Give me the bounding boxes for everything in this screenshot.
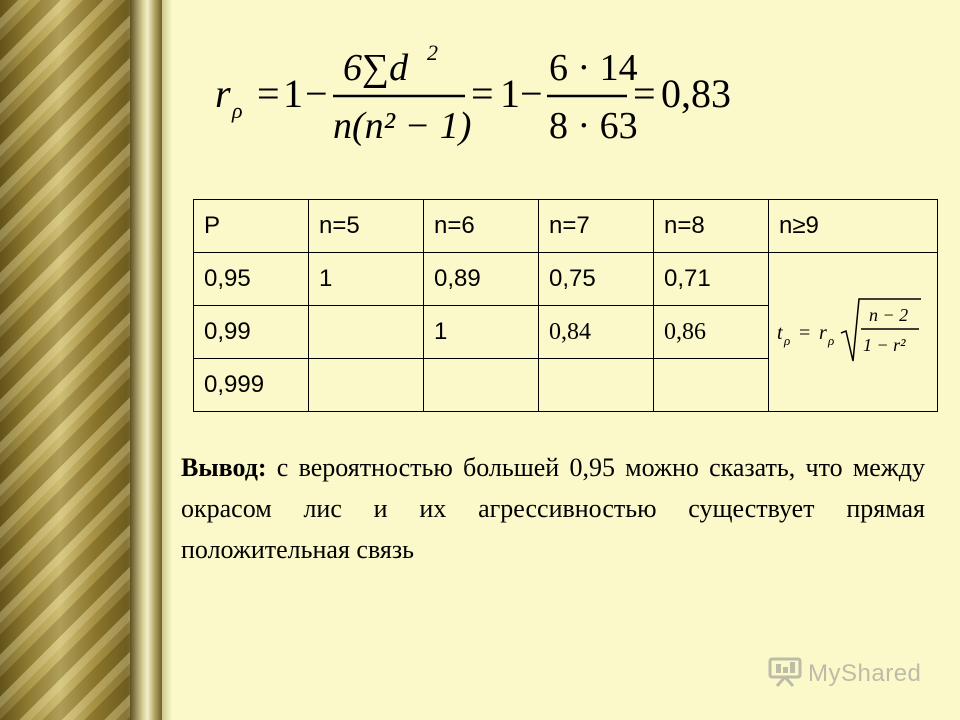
formula-numerator-1: 6∑d [343, 47, 409, 89]
formula-r-sub: ρ [232, 98, 243, 123]
svg-text:ρ: ρ [828, 332, 835, 348]
table-cell: 0,71 [654, 253, 769, 306]
header-cell-n6: n=6 [424, 200, 539, 253]
formula-denominator-2: 8 · 63 [549, 105, 638, 147]
conclusion-paragraph [181, 447, 925, 570]
header-cell-n9: n≥9 [769, 200, 938, 253]
svg-text:=: = [471, 71, 494, 116]
conclusion-lead: Вывод: [181, 453, 267, 482]
formula-numerator-2: 6 · 14 [549, 47, 638, 89]
svg-text:=: = [257, 71, 280, 116]
header-cell-n8: n=8 [654, 200, 769, 253]
header-cell-p: P [194, 200, 309, 253]
t-statistic-formula [769, 289, 927, 369]
table-header-row [194, 200, 938, 253]
spearman-formula [215, 40, 775, 150]
conclusion-text: с вероятностью большей 0,95 можно сказать, что между окрасом лис и их агрессивностью существует прямая положительная связь [181, 453, 925, 564]
critical-values-table [193, 199, 938, 412]
table-cell: 0,86 [654, 306, 769, 359]
table-cell: 0,75 [539, 253, 654, 306]
table-row [194, 253, 938, 306]
svg-text:1: 1 [500, 71, 520, 116]
watermark-text: MyShared [808, 660, 922, 687]
watermark [768, 656, 921, 692]
table-cell: 1 [309, 253, 424, 306]
formula-result: 0,83 [661, 71, 731, 116]
table-cell: 1 [424, 306, 539, 359]
table-cell: 0,99 [194, 306, 309, 359]
t-formula-cell [769, 253, 938, 412]
table-cell [309, 359, 424, 412]
table-cell: 0,95 [194, 253, 309, 306]
table-cell [309, 306, 424, 359]
decorative-shadow [162, 0, 172, 720]
table-cell [654, 359, 769, 412]
table-cell: 0,84 [539, 306, 654, 359]
formula-one: 1 [283, 71, 303, 116]
t-numerator: n − 2 [869, 304, 909, 325]
table-cell: 0,999 [194, 359, 309, 412]
table-cell [539, 359, 654, 412]
table-cell: 0,89 [424, 253, 539, 306]
header-cell-n7: n=7 [539, 200, 654, 253]
presentation-board-icon [768, 657, 802, 692]
formula-numerator-1-exp: 2 [427, 40, 438, 65]
t-r: r [819, 321, 827, 344]
t-denominator: 1 − r² [863, 334, 906, 355]
table-cell [424, 359, 539, 412]
svg-text:−: − [520, 71, 543, 116]
formula-r: r [215, 71, 231, 116]
formula-denominator-1: n(n² − 1) [333, 105, 472, 147]
t-sub: ρ [784, 332, 791, 348]
t-symbol: t [777, 321, 783, 344]
svg-text:=: = [799, 321, 811, 344]
svg-text:−: − [305, 71, 328, 116]
decorative-rod [130, 0, 162, 720]
header-cell-n5: n=5 [309, 200, 424, 253]
svg-text:=: = [633, 71, 656, 116]
